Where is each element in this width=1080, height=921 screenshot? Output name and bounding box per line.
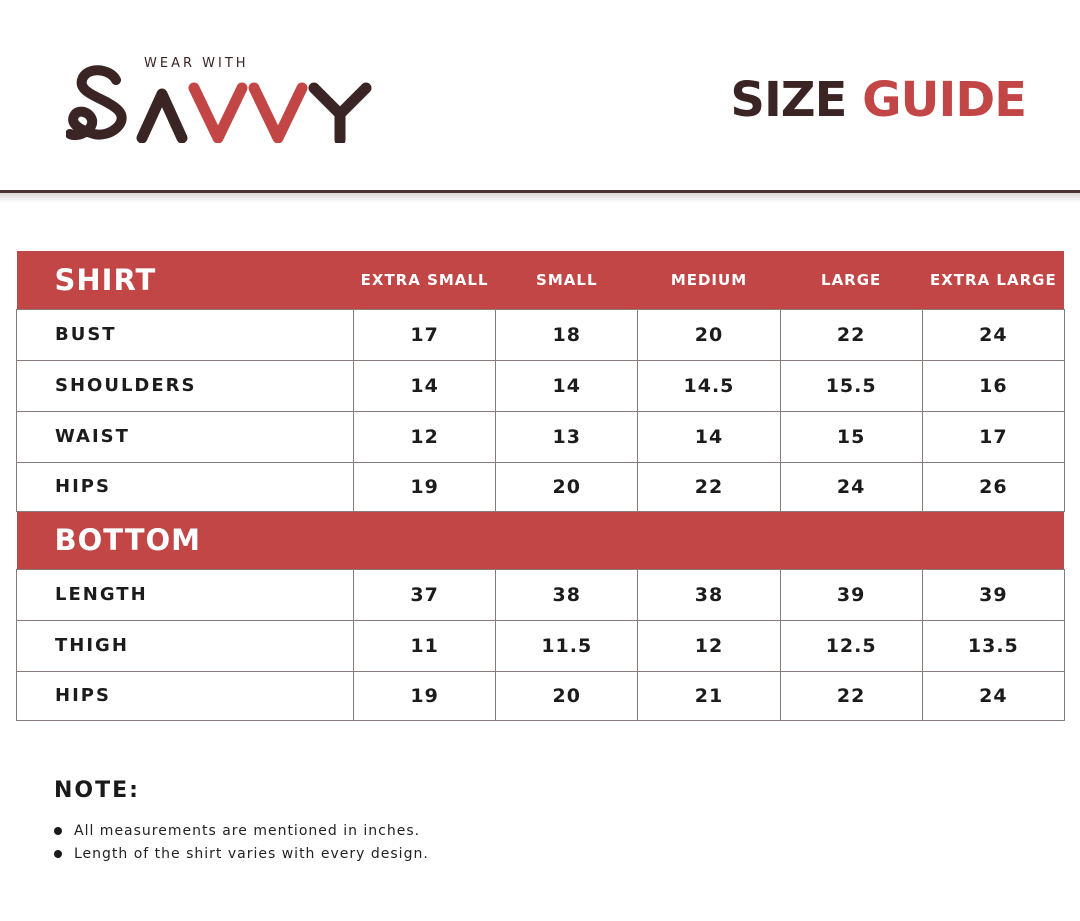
table-cell: 15 [780,411,922,462]
note-text: All measurements are mentioned in inches. [74,823,421,839]
size-chart-table [16,251,1065,721]
table-cell: 38 [496,569,638,620]
size-header: EXTRA LARGE [922,251,1064,309]
bullet-icon [54,827,62,835]
list-item [54,822,429,845]
table-cell: 20 [638,309,780,360]
section-label-bottom: BOTTOM [17,511,1065,569]
table-cell: 14 [496,360,638,411]
page-title [730,72,1026,128]
table-cell: 20 [496,671,638,720]
section-label-shirt: SHIRT [17,251,354,309]
table-cell: 14.5 [638,360,780,411]
table-cell: 38 [638,569,780,620]
table-cell: 17 [922,411,1064,462]
table-cell: 12 [354,411,496,462]
table-cell: 11.5 [496,620,638,671]
table-cell: 24 [780,462,922,511]
shirt-header-band [17,251,1065,309]
note-text: Length of the shirt varies with every design. [74,846,429,862]
bullet-icon [54,850,62,858]
header [0,0,1080,190]
table-cell: 39 [922,569,1064,620]
note-list [54,822,429,868]
size-header: EXTRA SMALL [354,251,496,309]
table-row [17,671,1065,720]
table-cell: 37 [354,569,496,620]
table-cell: 14 [354,360,496,411]
table-row [17,620,1065,671]
row-label: THIGH [17,620,354,671]
row-label: SHOULDERS [17,360,354,411]
title-part-size: SIZE [730,72,847,128]
brand-tagline: WEAR WITH [144,56,249,71]
note-title: NOTE: [54,778,140,803]
table-cell: 24 [922,671,1064,720]
table-cell: 17 [354,309,496,360]
table-cell: 26 [922,462,1064,511]
table-cell: 22 [780,309,922,360]
header-shadow [0,193,1080,203]
table-cell: 19 [354,671,496,720]
table-row [17,462,1065,511]
table-cell: 12.5 [780,620,922,671]
title-part-guide: GUIDE [862,72,1026,128]
table-cell: 15.5 [780,360,922,411]
table-cell: 22 [780,671,922,720]
table-cell: 19 [354,462,496,511]
table-cell: 13 [496,411,638,462]
row-label: WAIST [17,411,354,462]
notes-section [54,778,429,868]
row-label: BUST [17,309,354,360]
list-item [54,845,429,868]
size-header: MEDIUM [638,251,780,309]
table-row [17,569,1065,620]
table-cell: 18 [496,309,638,360]
bottom-header-band [17,511,1065,569]
table-cell: 21 [638,671,780,720]
table-cell: 22 [638,462,780,511]
table-cell: 20 [496,462,638,511]
table-row [17,309,1065,360]
table-cell: 24 [922,309,1064,360]
table-cell: 12 [638,620,780,671]
table-cell: 39 [780,569,922,620]
table-row [17,360,1065,411]
row-label: HIPS [17,671,354,720]
table-row [17,411,1065,462]
size-header: LARGE [780,251,922,309]
table-cell: 11 [354,620,496,671]
table-cell: 16 [922,360,1064,411]
table-cell: 13.5 [922,620,1064,671]
table-cell: 14 [638,411,780,462]
row-label: LENGTH [17,569,354,620]
brand-logo [66,52,386,147]
row-label: HIPS [17,462,354,511]
size-header: SMALL [496,251,638,309]
